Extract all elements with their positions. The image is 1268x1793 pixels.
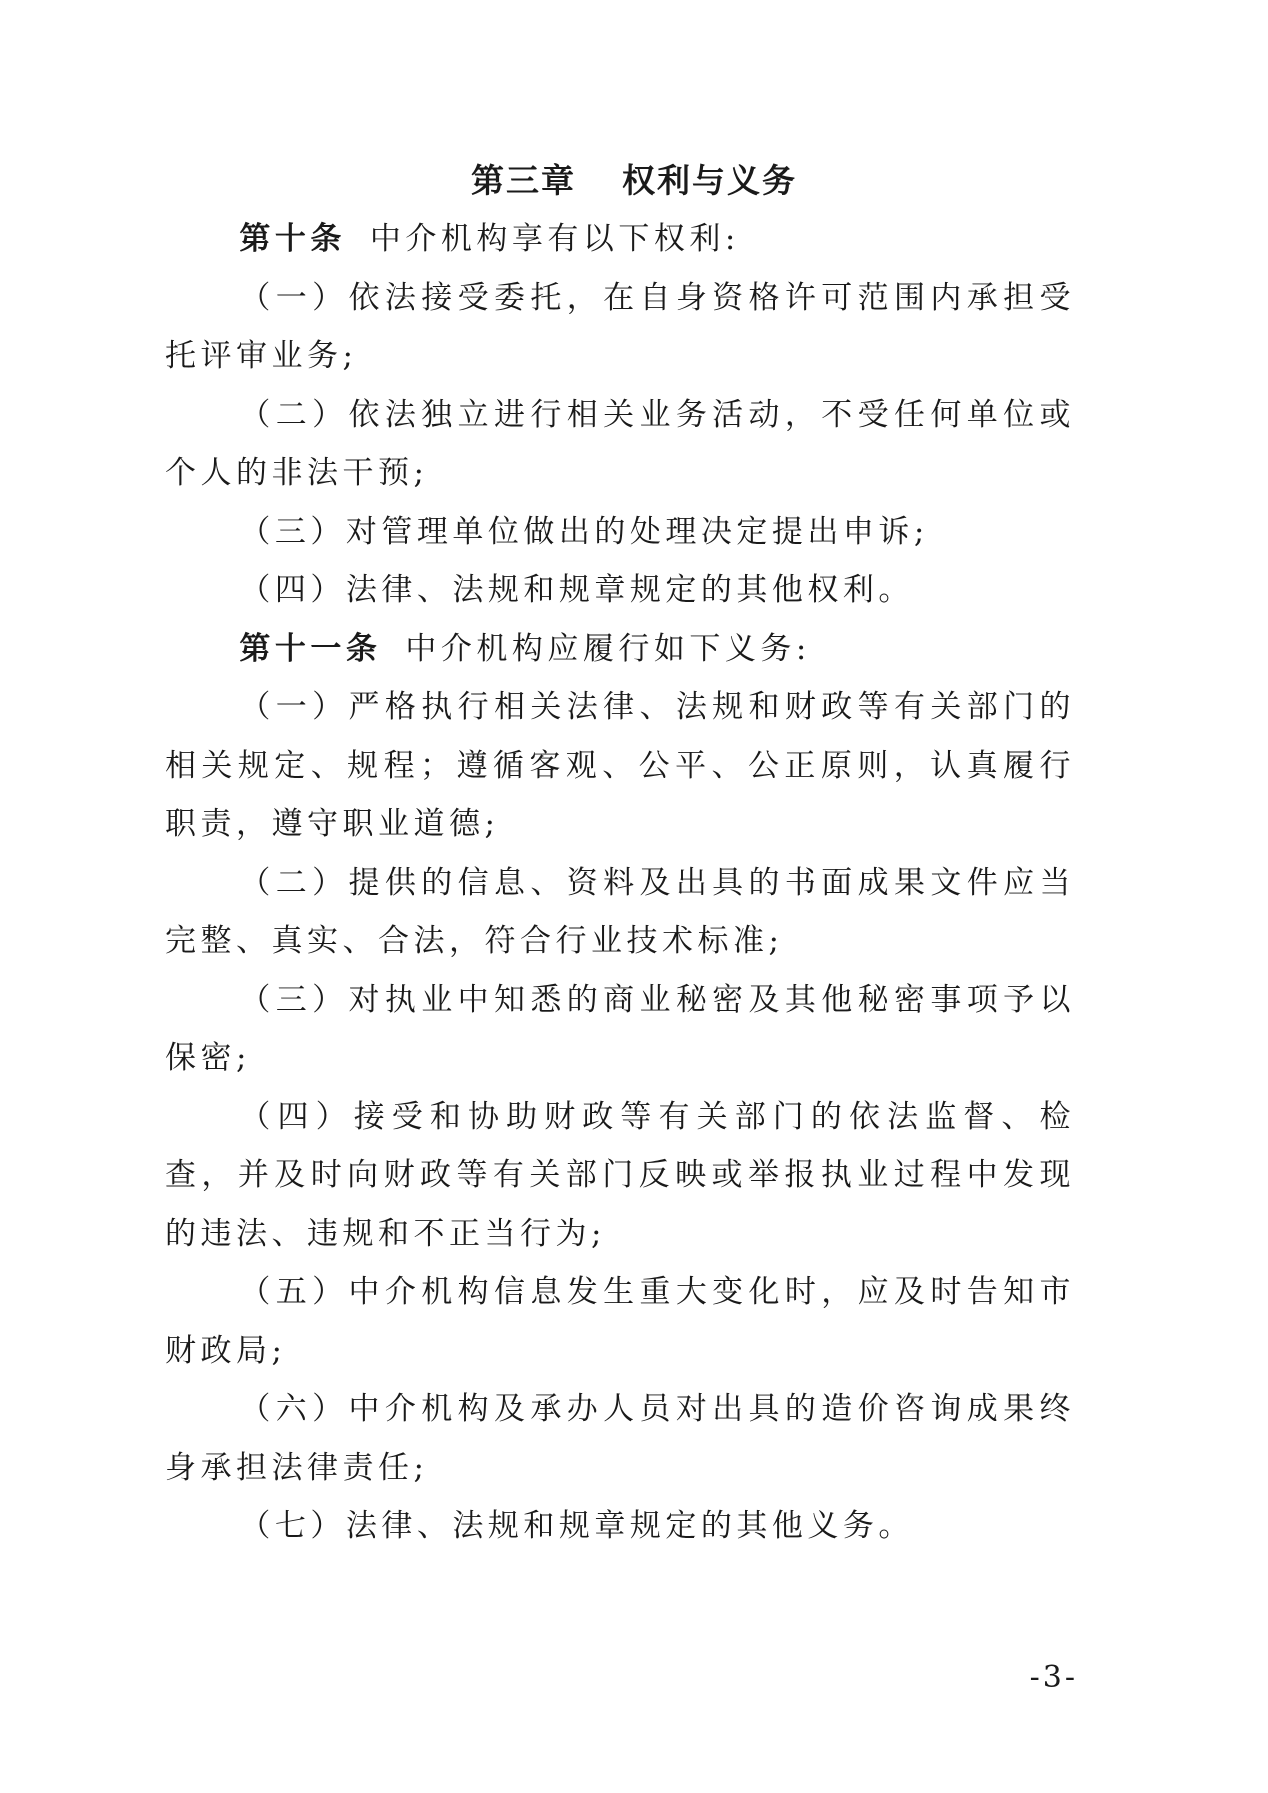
article-11-item-2: （二）提供的信息、资料及出具的书面成果文件应当完整、真实、合法，符合行业技术标准;: [165, 864, 1075, 959]
article-11-item-4: （四）接受和协助财政等有关部门的依法监督、检查，并及时向财政等有关部门反映或举报执业过程中发现的违法、违规和不正当行为;: [165, 1098, 1075, 1252]
article-11-intro: [165, 620, 1075, 679]
article-11-item-5: （五）中介机构信息发生重大变化时，应及时告知市财政局;: [165, 1274, 1075, 1369]
article-10-item-2: （二）依法独立进行相关业务活动，不受任何单位或个人的非法干预;: [165, 396, 1075, 491]
article-10-item-1: （一）依法接受委托，在自身资格许可范围内承担受托评审业务;: [165, 279, 1075, 374]
document-body: [165, 210, 1075, 1556]
article-11-item-6: （六）中介机构及承办人员对出具的造价咨询成果终身承担法律责任;: [165, 1391, 1075, 1486]
article-10-item-3: （三）对管理单位做出的处理决定提出申诉;: [239, 513, 929, 550]
article-10-item-4: （四）法律、法规和规章规定的其他权利。: [239, 572, 914, 608]
article-11-item-1: （一）严格执行相关法律、法规和财政等有关部门的相关规定、规程；遵循客观、公平、公正原则，认真履行职责，遵守职业道德;: [165, 689, 1075, 842]
article-10-intro-text: 中介机构享有以下权利:: [369, 221, 740, 257]
article-11-intro-text: 中介机构应履行如下义务:: [405, 630, 811, 667]
chapter-number: 第三章: [471, 161, 576, 200]
chapter-title: 权利与义务: [622, 161, 797, 200]
chapter-heading: [0, 155, 1268, 202]
article-11-item-3: （三）对执业中知悉的商业秘密及其他秘密事项予以保密;: [165, 981, 1075, 1076]
page-number: -3-: [1029, 1660, 1078, 1695]
article-10-intro: [165, 210, 1075, 269]
article-10-head: 第十条: [239, 221, 346, 257]
article-11-head: 第十一条: [239, 630, 382, 667]
article-11-item-7: （七）法律、法规和规章规定的其他义务。: [239, 1508, 914, 1544]
